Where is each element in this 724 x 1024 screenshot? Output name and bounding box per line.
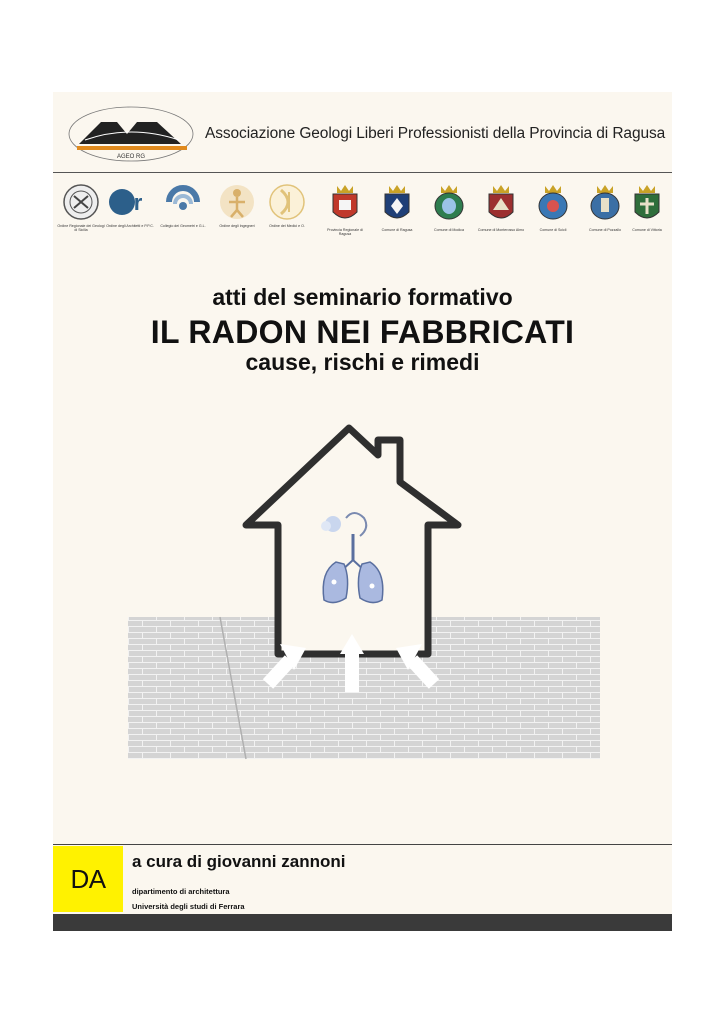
sponsor-caption: Ordine degli Ingegneri	[219, 224, 255, 228]
association-logo	[65, 104, 200, 164]
department-name: dipartimento di architettura	[132, 887, 230, 896]
bottom-bar	[53, 914, 672, 931]
department-logo	[53, 846, 123, 912]
sponsor-medici	[263, 182, 311, 228]
sponsor-caption: Comune di Monterosso Almo	[477, 228, 525, 232]
sponsor-provincia-ragusa	[321, 182, 369, 236]
sponsor-caption: Provincia Regionale di Ragusa	[327, 228, 363, 237]
sponsor-caption: Comune di Ragusa	[381, 228, 413, 232]
sponsor-architetti	[106, 182, 154, 228]
provincia-crest-icon	[325, 182, 365, 226]
title-tagline: cause, rischi e rimedi	[245, 349, 480, 375]
main-title: IL RADON NEI FABBRICATI	[150, 314, 575, 350]
sponsor-caption: Comune di Scicli	[539, 228, 567, 232]
sponsor-geologi-sicilia	[57, 182, 105, 232]
department-logo-letters: DA	[70, 863, 106, 894]
sponsor-comune-monterosso	[477, 182, 525, 232]
medici-figure-icon	[267, 182, 307, 222]
scicli-crest-icon	[533, 182, 573, 226]
sponsor-caption: Comune di Pozzallo	[589, 228, 621, 232]
sponsor-caption: Ordine Regionale dei Geologi di Sicilia	[57, 224, 105, 233]
sponsor-comune-vittoria	[623, 182, 671, 232]
header-divider	[53, 172, 672, 173]
sponsor-caption: Comune di Modica	[434, 228, 464, 232]
sponsor-comune-modica	[425, 182, 473, 232]
pozzallo-crest-icon	[585, 182, 625, 226]
seminar-subtitle: atti del seminario formativo	[212, 284, 513, 310]
association-logo-text: AGEO RG	[116, 154, 146, 160]
monterosso-crest-icon	[481, 182, 521, 226]
sponsor-caption: Ordine dei Medici e O.	[269, 224, 305, 228]
radon-house-illustration	[128, 422, 600, 762]
sponsor-comune-scicli	[529, 182, 577, 232]
ingegneri-figure-icon	[217, 182, 257, 222]
university-name: Università degli studi di Ferrara	[132, 902, 245, 911]
cover-page	[53, 92, 672, 931]
geometri-swirl-icon	[161, 182, 205, 222]
vittoria-crest-icon	[627, 182, 667, 226]
sponsor-caption: Comune di Vittoria	[632, 228, 662, 232]
sponsor-caption: Ordine degli Architetti e P.P.C.	[106, 224, 154, 228]
geologi-seal-icon	[61, 182, 101, 222]
architetti-or-icon	[108, 182, 152, 222]
sponsor-geometri	[159, 182, 207, 228]
modica-crest-icon	[429, 182, 469, 226]
sponsor-caption: Collegio dei Geometri e G.L.	[160, 224, 206, 228]
editor-credit: a cura di giovanni zannoni	[132, 852, 346, 871]
sponsor-comune-pozzallo	[581, 182, 629, 232]
footer-divider	[53, 844, 672, 845]
ragusa-crest-icon	[377, 182, 417, 226]
svg-text:r: r	[133, 190, 143, 215]
association-name: Associazione Geologi Liberi Professionisti della Provincia di Ragusa	[205, 125, 666, 142]
sponsor-ingegneri	[213, 182, 261, 228]
sponsor-comune-ragusa	[373, 182, 421, 232]
